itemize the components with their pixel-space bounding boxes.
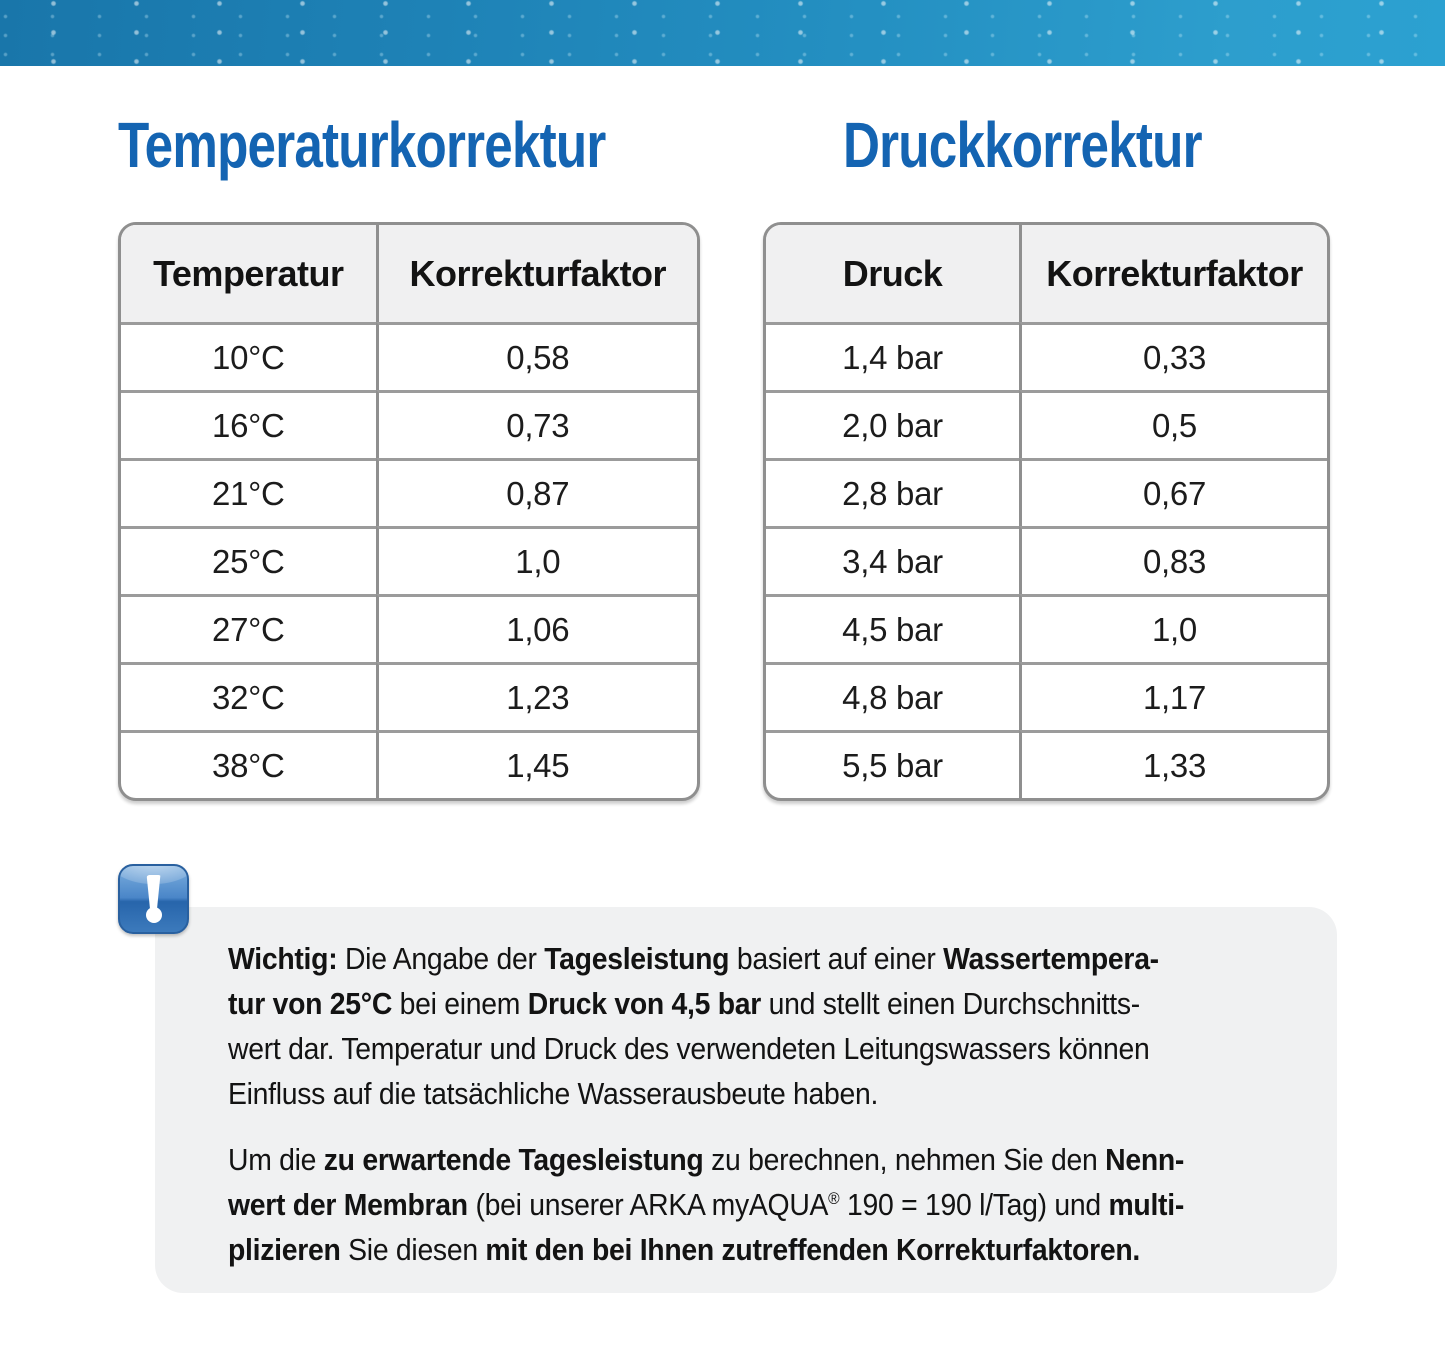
table-header-row bbox=[121, 225, 697, 322]
important-note-box bbox=[155, 907, 1337, 1293]
table-cell: 0,67 bbox=[1019, 458, 1327, 526]
table-cell: 0,73 bbox=[376, 390, 697, 458]
column-header: Temperatur bbox=[121, 225, 376, 322]
table-cell: 38°C bbox=[121, 730, 376, 798]
temperature-correction-table bbox=[121, 225, 697, 798]
table-cell: 2,8 bar bbox=[766, 458, 1019, 526]
exclamation-icon bbox=[118, 864, 189, 934]
text-line: Um die zu erwartende Tagesleistung zu berechnen, nehmen Sie den Nenn- bbox=[228, 1143, 1185, 1177]
table-cell: 25°C bbox=[121, 526, 376, 594]
table-cell: 1,23 bbox=[376, 662, 697, 730]
temperature-section bbox=[118, 66, 700, 801]
text-line: Wichtig: Die Angabe der Tagesleistung basiert auf einer Wassertempera- bbox=[228, 942, 1159, 976]
temperature-section-title: Temperaturkorrektur bbox=[118, 109, 606, 181]
table-row bbox=[121, 322, 697, 390]
table-cell: 32°C bbox=[121, 662, 376, 730]
table-cell: 10°C bbox=[121, 322, 376, 390]
column-header: Korrekturfaktor bbox=[376, 225, 697, 322]
text-line: Einfluss auf die tatsächliche Wasserausbeute haben. bbox=[228, 1077, 879, 1111]
table-row bbox=[766, 322, 1327, 390]
exclamation-bar bbox=[146, 875, 161, 908]
table-row bbox=[766, 526, 1327, 594]
exclamation-dot bbox=[146, 907, 162, 923]
table-cell: 27°C bbox=[121, 594, 376, 662]
registered-trademark: ® bbox=[828, 1188, 840, 1208]
pressure-correction-table bbox=[766, 225, 1327, 798]
table-row bbox=[121, 662, 697, 730]
text-line: plizieren Sie diesen mit den bei Ihnen zutreffenden Korrekturfaktoren. bbox=[228, 1233, 1140, 1267]
table-row bbox=[766, 390, 1327, 458]
table-cell: 1,33 bbox=[1019, 730, 1327, 798]
table-cell: 0,5 bbox=[1019, 390, 1327, 458]
table-cell: 1,4 bar bbox=[766, 322, 1019, 390]
table-row bbox=[766, 594, 1327, 662]
table-row bbox=[766, 458, 1327, 526]
text-line: tur von 25°C bei einem Druck von 4,5 bar und stellt einen Durchschnitts- bbox=[228, 987, 1140, 1021]
table-row bbox=[121, 730, 697, 798]
table-cell: 1,0 bbox=[376, 526, 697, 594]
table-cell: 1,06 bbox=[376, 594, 697, 662]
table-cell: 1,17 bbox=[1019, 662, 1327, 730]
pressure-table bbox=[763, 222, 1330, 801]
text-line: wert dar. Temperatur und Druck des verwendeten Leitungswassers können bbox=[228, 1032, 1150, 1066]
table-cell: 4,8 bar bbox=[766, 662, 1019, 730]
table-cell: 0,58 bbox=[376, 322, 697, 390]
temperature-table bbox=[118, 222, 700, 801]
table-row bbox=[766, 662, 1327, 730]
table-cell: 4,5 bar bbox=[766, 594, 1019, 662]
pressure-section bbox=[763, 66, 1330, 801]
pressure-section-title: Druckkorrektur bbox=[843, 109, 1202, 181]
table-row bbox=[766, 730, 1327, 798]
column-header: Korrekturfaktor bbox=[1019, 225, 1327, 322]
text-line: wert der Membran (bei unserer ARKA myAQUA® 190 = 190 l/Tag) und multi- bbox=[228, 1188, 1184, 1222]
note-paragraph-2 bbox=[228, 1138, 1218, 1273]
table-cell: 0,83 bbox=[1019, 526, 1327, 594]
table-row bbox=[121, 594, 697, 662]
table-header-row bbox=[766, 225, 1327, 322]
table-cell: 1,45 bbox=[376, 730, 697, 798]
table-cell: 0,87 bbox=[376, 458, 697, 526]
main-content bbox=[0, 66, 1445, 1293]
table-cell: 21°C bbox=[121, 458, 376, 526]
table-cell: 5,5 bar bbox=[766, 730, 1019, 798]
table-cell: 3,4 bar bbox=[766, 526, 1019, 594]
table-row bbox=[121, 458, 697, 526]
table-cell: 16°C bbox=[121, 390, 376, 458]
correction-tables-row bbox=[118, 66, 1337, 801]
water-photo-banner bbox=[0, 0, 1445, 66]
table-cell: 1,0 bbox=[1019, 594, 1327, 662]
table-row bbox=[121, 526, 697, 594]
column-header: Druck bbox=[766, 225, 1019, 322]
note-text bbox=[228, 937, 1218, 1273]
table-cell: 2,0 bar bbox=[766, 390, 1019, 458]
table-row bbox=[121, 390, 697, 458]
table-cell: 0,33 bbox=[1019, 322, 1327, 390]
note-paragraph-1 bbox=[228, 937, 1218, 1117]
